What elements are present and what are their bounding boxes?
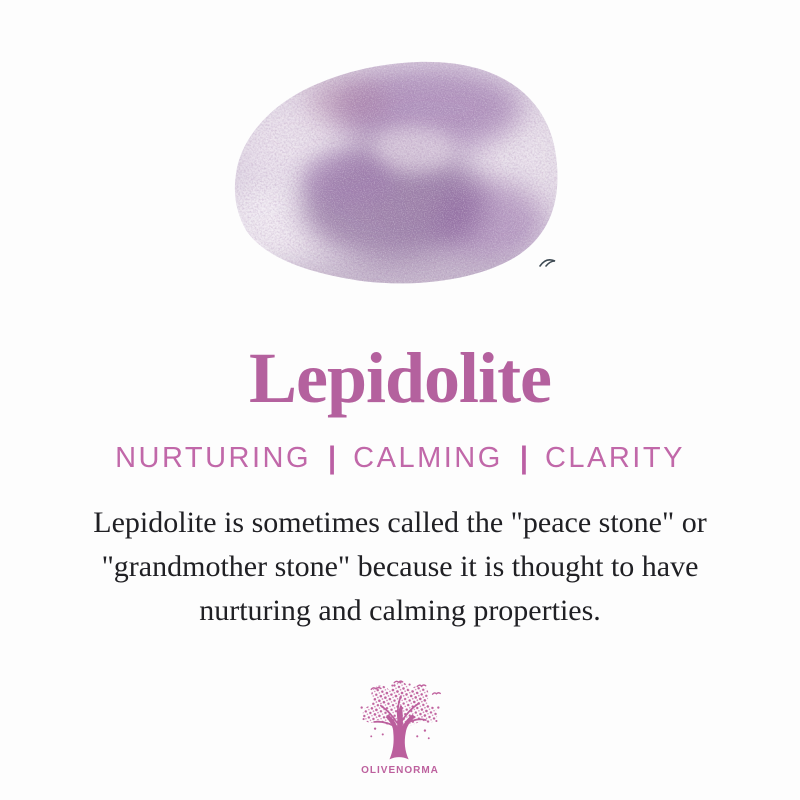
trait-separator: | <box>519 441 528 475</box>
description-line: "grandmother stone" because it is thought to have <box>101 550 699 583</box>
stone-illustration <box>228 54 560 286</box>
description-line: Lepidolite is sometimes called the "peace stone" or <box>93 506 707 539</box>
brand-logo <box>0 678 800 777</box>
traits-row <box>0 441 800 475</box>
tree-of-life-icon <box>354 678 446 764</box>
brand-name: OLIVENORMA <box>361 765 439 776</box>
page-title: Lepidolite <box>248 338 551 418</box>
dust-speck <box>538 254 564 274</box>
lepidolite-stone-photo <box>228 54 560 286</box>
trait-nurturing: NURTURING <box>115 442 312 474</box>
trait-calming: CALMING <box>353 442 503 474</box>
trait-clarity: CLARITY <box>544 442 685 474</box>
description-line: nurturing and calming properties. <box>199 594 601 627</box>
description-text <box>60 501 740 633</box>
trait-separator: | <box>328 441 337 475</box>
